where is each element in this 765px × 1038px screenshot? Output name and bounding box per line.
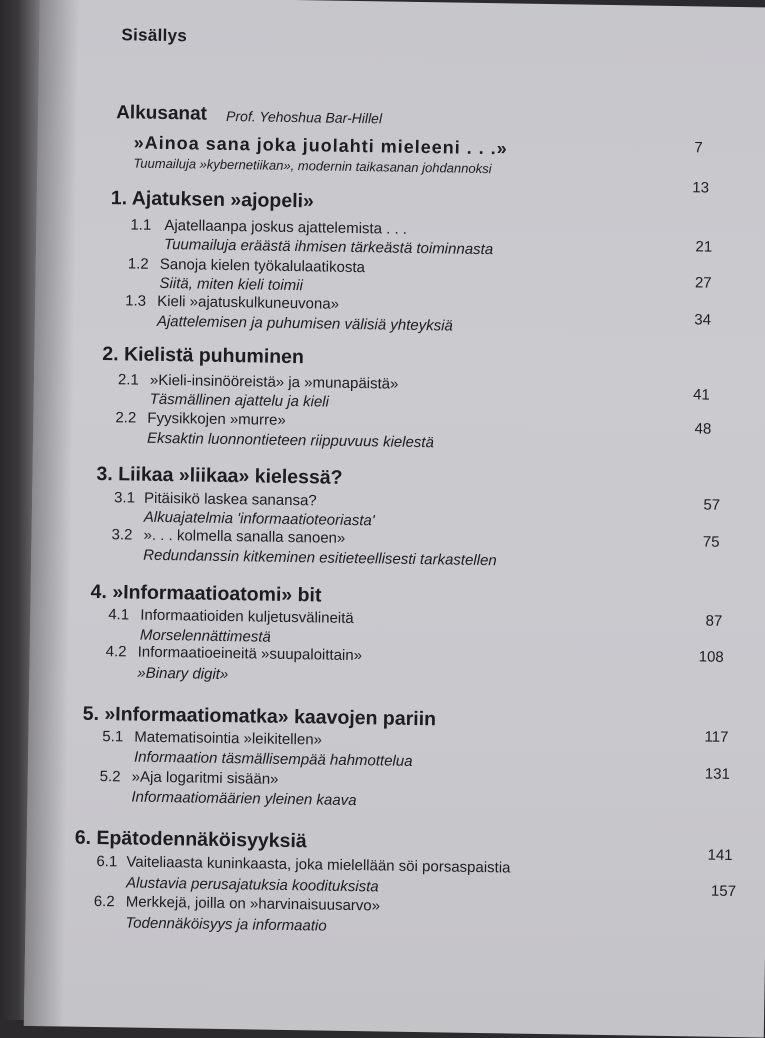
book-page [24, 0, 765, 1037]
section-page: 75 [702, 533, 720, 551]
toc-title: Sisällys [121, 25, 188, 46]
section-title: Vaiteliaasta kuninkaasta, joka mielellään söi porsaspaistia [126, 853, 511, 877]
section-page: 157 [710, 882, 737, 901]
section-number: 6.2 [93, 892, 115, 911]
section-title: Informaatioiden kuljetusvälineitä [140, 606, 354, 628]
section-page: 21 [695, 238, 713, 256]
section-subtitle: Alkuajatelmia 'informaatioteoriasta' [143, 508, 375, 530]
section-title: Informaatioeineitä »suupaloittain» [137, 643, 363, 665]
chapter-heading: 5. »Informaatiomatka» kaavojen pariin [82, 702, 437, 731]
section-subtitle: Redundanssin kitkeminen esitieteellisesti tarkastellen [143, 546, 497, 570]
section-subtitle: Informaation täsmällisempää hahmottelua [133, 748, 413, 770]
section-subtitle: »Binary digit» [137, 664, 229, 684]
section-title: »Kieli-insinööreistä» ja »munapäistä» [149, 371, 399, 393]
section-number: 3.1 [113, 489, 136, 507]
chapter-heading: 3. Liikaa »liikaa» kielessä? [96, 462, 343, 489]
section-number: 2.2 [115, 409, 137, 427]
chapter-heading: 2. Kielistä puhuminen [102, 343, 305, 369]
section-number: 6.1 [96, 852, 118, 871]
section-title: Sanoja kielen työkalulaatikosta [159, 255, 366, 277]
section-page: 141 [707, 846, 733, 864]
preface-author: Prof. Yehoshua Bar-Hillel [226, 107, 383, 127]
section-subtitle: Morselennättimestä [139, 626, 271, 646]
section-number: 1.1 [130, 216, 152, 234]
section-title: Pitäisikö laskea sanansa? [143, 489, 317, 510]
section-subtitle: Todennäköisyys ja informaatio [125, 914, 327, 935]
section-subtitle: Ajattelemisen ja puhumisen välisiä yhteyksiä [156, 312, 453, 335]
section-title: Fyysikkojen »murre» [147, 409, 286, 429]
section-title: Merkkejä, joilla on »harvinaisuusarvo» [125, 893, 381, 915]
section-page: 41 [692, 386, 710, 404]
section-page: 27 [694, 274, 712, 292]
section-page: 131 [704, 765, 730, 783]
section-subtitle: Täsmällinen ajattelu ja kieli [149, 390, 330, 411]
section-title: Kieli »ajatuskulkuneuvona» [157, 292, 340, 313]
section-page: 117 [704, 728, 729, 746]
section-subtitle: Tuumailuja eräästä ihmisen tärkeästä toiminnasta [163, 235, 494, 259]
section-page: 48 [694, 420, 712, 438]
section-number: 5.2 [99, 768, 121, 786]
section-number: 1.2 [127, 255, 149, 273]
section-number: 3.2 [111, 526, 133, 544]
section-title: Matematisointia »leikitellen» [134, 728, 323, 749]
section-title: Ajatellaanpa joskus ajattelemista . . . [164, 216, 408, 238]
section-number: 2.1 [117, 371, 139, 389]
section-subtitle: Eksaktin luonnontieteen riippuvuus kielestä [146, 429, 435, 452]
section-number: 4.1 [108, 606, 130, 624]
section-subtitle: Alustavia perusajatuksia koodituksista [125, 874, 379, 896]
section-page: 57 [703, 496, 721, 514]
section-page: 108 [698, 648, 724, 666]
chapter-heading: 1. Ajatuksen »ajopeli» [110, 187, 315, 213]
preface-subtitle-page: 13 [692, 179, 710, 197]
chapter-heading: 6. Epätodennäköisyyksiä [74, 826, 307, 853]
section-number: 1.3 [125, 292, 147, 310]
chapter-heading: 4. »Informaatioatomi» bit [90, 580, 322, 607]
section-number: 4.2 [105, 643, 127, 661]
preface-entry-page: 7 [694, 139, 703, 157]
section-number: 5.1 [102, 728, 124, 746]
preface-entry-title: »Ainoa sana joka juolahti mieleeni . . .» [133, 132, 508, 159]
preface-heading: Alkusanat [116, 102, 208, 125]
section-page: 34 [694, 311, 712, 329]
section-subtitle: Siitä, miten kieli toimii [159, 274, 303, 295]
preface-entry-subtitle: Tuumailuja »kybernetiikan», modernin taikasanan johdannoksi [133, 155, 492, 177]
section-title: ». . . kolmella sanalla sanoen» [143, 526, 346, 547]
section-title: »Aja logaritmi sisään» [131, 768, 279, 788]
section-page: 87 [705, 612, 723, 630]
section-subtitle: Informaatiomäärien yleinen kaava [131, 788, 357, 810]
